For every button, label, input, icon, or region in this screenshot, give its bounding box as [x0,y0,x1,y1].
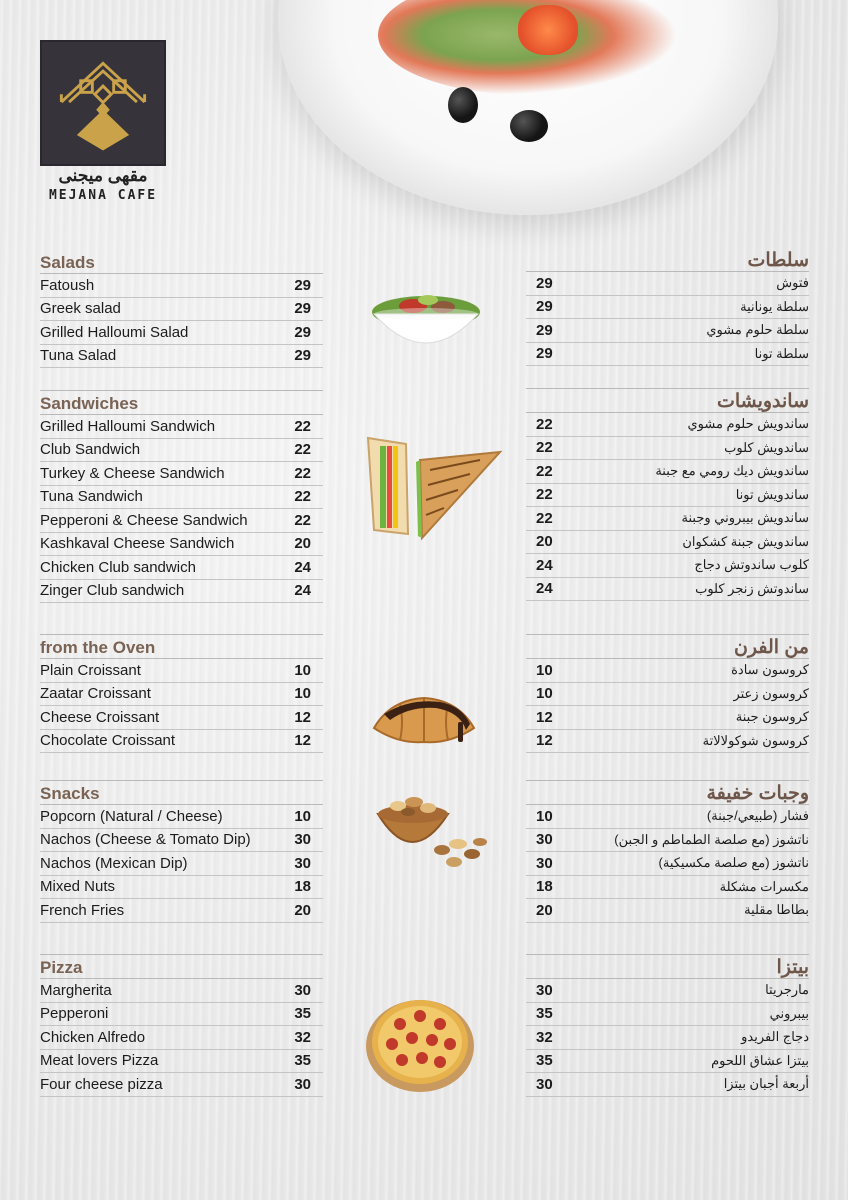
menu-item [526,706,809,730]
item-name: Chocolate Croissant [40,732,176,750]
item-name: ساندويش كلوب [724,439,809,455]
menu-item [526,554,809,578]
menu-item [40,683,323,707]
menu-item [40,730,323,754]
item-name: Fatoush [40,276,95,294]
item-price: 29 [536,345,553,363]
menu-item [526,437,809,461]
item-name: أربعة أجبان بيتزا [723,1076,809,1092]
menu-item [40,580,323,604]
section-title: from the Oven [40,637,323,659]
item-name: فتوش [776,275,809,291]
item-price: 35 [294,1005,311,1023]
item-name: كروسون جبنة [735,709,809,725]
section-snacks-en [40,780,323,923]
section-salads-en [40,252,323,368]
item-name: بيبروني [769,1005,809,1021]
item-price: 30 [294,831,311,849]
item-name: Mixed Nuts [40,878,116,896]
menu-item [526,899,809,923]
menu-item [40,1026,323,1050]
menu-item [40,486,323,510]
menu-item [526,1026,809,1050]
item-name: Pepperoni & Cheese Sandwich [40,511,248,529]
section-pizza-ar [526,954,809,1097]
menu-item [40,852,323,876]
item-name: Meat lovers Pizza [40,1052,159,1070]
item-price: 12 [294,708,311,726]
item-name: دجاج الفريدو [741,1029,809,1045]
menu-item [526,829,809,853]
item-name: Nachos (Cheese & Tomato Dip) [40,831,251,849]
menu-item [526,272,809,296]
item-price: 22 [536,439,553,457]
section-pizza-en [40,954,323,1097]
menu-item [40,274,323,298]
item-price: 24 [536,556,553,574]
item-price: 24 [294,558,311,576]
item-price: 32 [536,1028,553,1046]
item-price: 10 [536,807,553,825]
item-price: 12 [536,708,553,726]
section-snacks-ar [526,780,809,923]
section-title: Sandwiches [40,393,323,415]
menu-item [526,1073,809,1097]
item-price: 22 [294,464,311,482]
item-name: Plain Croissant [40,661,141,679]
item-name: مكسرات مشكلة [719,878,809,894]
item-name: بيتزا عشاق اللحوم [711,1052,809,1068]
item-name: سلطة حلوم مشوي [706,322,809,338]
item-name: كلوب ساندوتش دجاج [694,557,809,573]
item-name: ساندويش تونا [735,486,809,502]
item-price: 10 [294,685,311,703]
item-name: ساندويش ديك رومي مع جبنة [655,463,809,479]
section-oven-en [40,634,323,753]
item-name: مارجريتا [765,982,809,998]
item-name: كروسون شوكولالاتة [702,732,809,748]
item-price: 29 [294,276,311,294]
menu-item [40,659,323,683]
menu-item [40,298,323,322]
menu-item [526,413,809,437]
item-name: Nachos (Mexican Dip) [40,854,188,872]
item-price: 29 [536,274,553,292]
section-title: Snacks [40,783,323,805]
section-title: بيتزا [526,957,809,979]
menu-item [40,876,323,900]
item-name: ساندويش حلوم مشوي [687,416,809,432]
item-name: سلطة يونانية [740,298,809,314]
menu-item [526,343,809,367]
item-name: French Fries [40,901,125,919]
menu-item [40,1050,323,1074]
menu-item [40,509,323,533]
menu-item [40,321,323,345]
item-price: 18 [536,878,553,896]
section-title: ساندويشات [526,391,809,413]
item-name: Four cheese pizza [40,1075,163,1093]
item-price: 22 [294,417,311,435]
item-price: 12 [536,732,553,750]
menu-item [40,415,323,439]
menu-item [526,578,809,602]
item-name: Margherita [40,981,112,999]
item-name: Cheese Croissant [40,708,160,726]
item-price: 30 [536,981,553,999]
menu-item [40,533,323,557]
section-title: Pizza [40,957,323,979]
item-price: 10 [294,807,311,825]
item-price: 29 [536,298,553,316]
menu-item [40,345,323,369]
item-name: بطاطا مقلية [744,902,809,918]
brand-name-arabic: مقهى ميجنى [58,166,148,185]
cafe-logo [40,40,166,166]
menu-item [526,1050,809,1074]
item-name: كروسون سادة [731,662,809,678]
menu-item [40,899,323,923]
section-title: Salads [40,252,323,274]
menu-item [526,730,809,754]
item-name: Tuna Sandwich [40,488,143,506]
section-sandwiches-en [40,390,323,603]
item-price: 29 [294,300,311,318]
pizza-image [364,994,476,1094]
menu-item [40,1003,323,1027]
item-name: Pepperoni [40,1005,109,1023]
sandwich-image [360,430,508,542]
menu-item [526,296,809,320]
item-name: سلطة تونا [754,345,809,361]
item-price: 30 [294,1075,311,1093]
item-price: 35 [294,1052,311,1070]
menu-item [526,319,809,343]
item-name: Kashkaval Cheese Sandwich [40,535,235,553]
item-price: 29 [294,323,311,341]
item-price: 35 [536,1052,553,1070]
item-price: 35 [536,1005,553,1023]
item-price: 22 [536,415,553,433]
item-name: Zinger Club sandwich [40,582,185,600]
item-price: 20 [536,533,553,551]
brand-name-english: MEJANA CAFE [48,188,158,203]
item-name: ساندويش جبنة كشكوان [682,533,809,549]
item-price: 29 [294,347,311,365]
item-price: 24 [536,580,553,598]
item-price: 32 [294,1028,311,1046]
item-price: 20 [294,535,311,553]
section-oven-ar [526,634,809,753]
section-title: سلطات [526,250,809,272]
salad-plate-image [278,0,778,215]
item-name: Popcorn (Natural / Cheese) [40,807,223,825]
item-price: 22 [294,488,311,506]
menu-item [40,462,323,486]
menu-item [526,979,809,1003]
item-name: ناتشوز (مع صلصة مكسيكية) [658,855,809,871]
item-price: 30 [536,831,553,849]
menu-item [526,531,809,555]
section-title: من الفرن [526,637,809,659]
menu-item [40,805,323,829]
item-name: فشار (طبيعي/جبنة) [706,808,809,824]
menu-item [40,1073,323,1097]
item-name: Zaatar Croissant [40,685,151,703]
menu-item [40,829,323,853]
menu-item [40,979,323,1003]
menu-item [526,659,809,683]
nuts-image [372,784,496,876]
menu-item [526,876,809,900]
section-sandwiches-ar [526,388,809,601]
item-price: 10 [536,661,553,679]
item-price: 20 [294,901,311,919]
item-name: ساندوتش زنجر كلوب [695,580,809,596]
menu-item [40,439,323,463]
menu-item [40,556,323,580]
section-title: وجبات خفيفة [526,783,809,805]
item-name: Grilled Halloumi Salad [40,323,189,341]
item-name: Turkey & Cheese Sandwich [40,464,225,482]
menu-item [526,1003,809,1027]
menu-item [40,706,323,730]
menu-item [526,484,809,508]
menu-item [526,507,809,531]
item-price: 22 [536,486,553,504]
item-price: 22 [294,441,311,459]
item-price: 10 [294,661,311,679]
item-name: ناتشوز (مع صلصة الطماطم و الجبن) [614,831,809,847]
menu-item [526,852,809,876]
item-name: Grilled Halloumi Sandwich [40,417,216,435]
croissant-image [370,692,478,750]
item-name: Chicken Alfredo [40,1028,146,1046]
item-name: Chicken Club sandwich [40,558,196,576]
item-price: 29 [536,321,553,339]
menu-item [526,683,809,707]
item-price: 10 [536,685,553,703]
item-name: ساندويش بيبروني وجبنة [681,510,809,526]
menu-item [526,460,809,484]
salad-bowl-image [368,272,484,352]
item-price: 22 [294,511,311,529]
item-name: Club Sandwich [40,441,141,459]
item-price: 18 [294,878,311,896]
item-price: 24 [294,582,311,600]
item-price: 30 [294,854,311,872]
section-salads-ar [526,250,809,366]
menu-item [526,805,809,829]
item-price: 20 [536,901,553,919]
item-name: Greek salad [40,300,121,318]
item-name: Tuna Salad [40,347,117,365]
item-price: 30 [536,854,553,872]
item-price: 22 [536,462,553,480]
item-name: كروسون زعتر [733,685,809,701]
item-price: 22 [536,509,553,527]
item-price: 30 [294,981,311,999]
item-price: 30 [536,1075,553,1093]
item-price: 12 [294,732,311,750]
